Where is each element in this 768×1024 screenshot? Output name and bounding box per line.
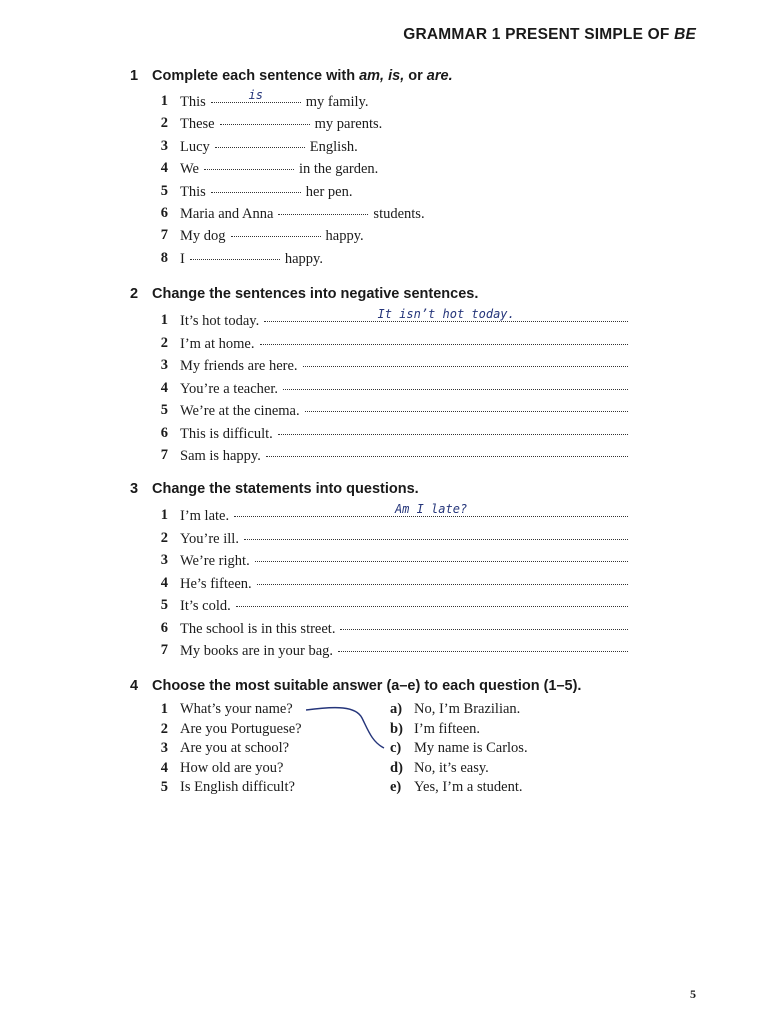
answer-line[interactable] <box>301 356 630 370</box>
exercise-1 <box>130 66 640 271</box>
item-text: I’m at home. <box>180 335 255 352</box>
answer-blank[interactable] <box>229 226 323 240</box>
item-number: 7 <box>160 447 168 463</box>
exercise-3-heading: 3 Change the statements into questions. <box>130 481 419 497</box>
item-body <box>180 401 630 420</box>
exercise-1-item <box>130 88 640 114</box>
exercise-3 <box>130 479 640 664</box>
item-text-before: This <box>180 94 206 110</box>
item-body <box>180 182 352 201</box>
question-number: 2 <box>160 720 168 737</box>
item-number: 3 <box>160 357 168 373</box>
answer-letter: d) <box>390 759 403 776</box>
item-number: 5 <box>160 402 168 418</box>
item-body <box>180 334 630 353</box>
question-text: What’s your name? <box>180 701 293 717</box>
answer-line[interactable] <box>338 619 630 633</box>
item-number: 2 <box>160 115 168 132</box>
item-body <box>180 379 630 398</box>
exercise-3-item <box>130 529 640 552</box>
answer-text: No, I’m Brazilian. <box>414 701 521 717</box>
handwritten-answer: Am I late? <box>394 502 468 516</box>
answer-text: My name is Carlos. <box>414 740 528 756</box>
item-text-after: happy. <box>284 250 323 267</box>
answer-blank[interactable] <box>209 182 303 196</box>
exercise-3-item <box>130 641 640 664</box>
exercise-2-item <box>130 334 640 357</box>
exercise-1-item <box>130 159 640 181</box>
exercise-2-item <box>130 307 640 334</box>
answer-letter: e) <box>390 779 402 795</box>
answer-blank[interactable] <box>218 114 312 128</box>
item-number: 2 <box>160 334 168 351</box>
answer-option[interactable] <box>390 759 630 779</box>
handwritten-answer: is <box>248 88 263 102</box>
item-body <box>180 137 358 156</box>
item-body <box>180 159 378 178</box>
item-text-before: My dog <box>180 228 226 245</box>
item-text: It’s hot today. <box>180 313 260 329</box>
item-number: 3 <box>160 137 168 154</box>
item-body <box>180 114 382 133</box>
question-text: How old are you? <box>180 759 284 776</box>
item-text-after: happy. <box>325 228 364 245</box>
answer-line[interactable] <box>234 596 630 610</box>
answer-letter: b) <box>390 720 403 737</box>
item-text: You’re ill. <box>180 530 239 547</box>
item-text: This is difficult. <box>180 425 273 442</box>
item-body <box>180 551 630 570</box>
exercise-2-item <box>130 356 640 379</box>
answer-line[interactable] <box>232 502 630 520</box>
question-text: Is English difficult? <box>180 779 295 795</box>
question-number: 4 <box>160 759 168 776</box>
answer-text: I’m fifteen. <box>414 720 481 737</box>
item-number: 1 <box>160 93 168 109</box>
item-text-before: I <box>180 250 185 267</box>
answer-line[interactable] <box>255 574 630 588</box>
answer-line[interactable] <box>303 401 630 415</box>
exercise-1-heading: 1 Complete each sentence with am, is, or are. <box>130 68 453 84</box>
answer-option[interactable] <box>390 720 630 740</box>
item-number: 1 <box>160 312 168 328</box>
item-text: I’m late. <box>180 508 230 524</box>
answer-letter: c) <box>390 740 402 756</box>
item-text-after: her pen. <box>305 183 353 200</box>
exercise-1-item <box>130 226 640 248</box>
item-body <box>180 424 630 443</box>
question-text: Are you at school? <box>180 740 290 756</box>
exercise-1-item <box>130 249 640 271</box>
answer-line[interactable] <box>264 446 630 460</box>
answer-blank[interactable] <box>276 204 370 218</box>
match-connector-line <box>306 704 416 764</box>
exercise-2-item <box>130 446 640 469</box>
exercise-1-item <box>130 204 640 226</box>
answer-text: Yes, I’m a student. <box>414 779 523 795</box>
item-number: 7 <box>160 227 168 244</box>
answer-line[interactable] <box>253 551 630 565</box>
item-text: We’re right. <box>180 553 250 569</box>
exercise-1-item <box>130 137 640 159</box>
item-text-after: students. <box>373 205 425 222</box>
item-text: My books are in your bag. <box>180 643 334 659</box>
exercise-3-item <box>130 502 640 529</box>
item-text-after: my parents. <box>314 116 383 133</box>
exercise-2-item <box>130 379 640 402</box>
answer-line[interactable] <box>281 379 630 393</box>
answer-option[interactable] <box>390 700 630 720</box>
question-number: 1 <box>160 701 168 717</box>
item-body <box>180 204 425 223</box>
item-body <box>180 356 630 375</box>
exercise-1-item <box>130 114 640 136</box>
exercise-3-item <box>130 574 640 597</box>
item-number: 6 <box>160 424 168 441</box>
answer-blank[interactable] <box>209 88 303 106</box>
item-body <box>180 641 630 660</box>
exercise-2 <box>130 284 640 469</box>
answer-letter: a) <box>390 701 403 717</box>
item-text-after: English. <box>309 138 358 155</box>
exercise-3-item <box>130 551 640 574</box>
exercise-3-item <box>130 619 640 642</box>
item-body <box>180 596 630 615</box>
item-text: You’re a teacher. <box>180 380 278 397</box>
item-text: My friends are here. <box>180 358 298 374</box>
item-number: 5 <box>160 597 168 613</box>
exercise-2-heading: 2 Change the sentences into negative sentences. <box>130 286 479 302</box>
item-number: 5 <box>160 182 168 199</box>
item-body <box>180 307 630 330</box>
item-text-before: We <box>180 161 199 178</box>
item-number: 3 <box>160 552 168 568</box>
item-text-before: Maria and Anna <box>180 205 274 222</box>
answer-option[interactable] <box>390 739 630 759</box>
item-text-before: This <box>180 183 206 200</box>
item-body <box>180 502 630 525</box>
item-number: 2 <box>160 529 168 546</box>
answer-blank[interactable] <box>213 137 307 151</box>
item-body <box>180 446 630 465</box>
question-item <box>130 778 380 798</box>
answer-option[interactable] <box>390 778 630 798</box>
item-text-after: my family. <box>305 94 369 110</box>
item-body <box>180 619 630 638</box>
item-text-before: Lucy <box>180 138 210 155</box>
page-title: GRAMMAR 1 PRESENT SIMPLE OF BE <box>403 26 696 43</box>
item-number: 1 <box>160 507 168 523</box>
exercise-3-item <box>130 596 640 619</box>
item-text-after: in the garden. <box>298 161 379 178</box>
item-body <box>180 249 323 268</box>
item-text: We’re at the cinema. <box>180 403 300 419</box>
item-body <box>180 574 630 593</box>
item-text: It’s cold. <box>180 598 231 614</box>
page-number: 5 <box>690 987 696 1001</box>
item-body <box>180 88 369 111</box>
item-text: Sam is happy. <box>180 448 261 464</box>
exercise-4-heading: 4 Choose the most suitable answer (a–e) to each question (1–5). <box>130 678 582 694</box>
item-number: 4 <box>160 160 168 177</box>
question-number: 5 <box>160 779 168 795</box>
item-body <box>180 529 630 548</box>
item-text: He’s fifteen. <box>180 575 252 592</box>
item-number: 7 <box>160 642 168 658</box>
answer-line[interactable] <box>262 307 630 325</box>
answer-line[interactable] <box>258 334 631 348</box>
exercise-4 <box>130 676 640 805</box>
answer-blank[interactable] <box>202 159 296 173</box>
question-number: 3 <box>160 740 168 756</box>
answer-line[interactable] <box>242 529 630 543</box>
answer-blank[interactable] <box>188 249 282 263</box>
item-number: 8 <box>160 249 168 266</box>
item-text: The school is in this street. <box>180 620 336 637</box>
answer-line[interactable] <box>336 641 630 655</box>
exercise-2-item <box>130 401 640 424</box>
answer-text: No, it’s easy. <box>414 759 489 776</box>
item-text-before: These <box>180 116 215 133</box>
question-text: Are you Portuguese? <box>180 720 302 737</box>
answer-line[interactable] <box>276 424 630 438</box>
item-number: 6 <box>160 204 168 221</box>
item-number: 4 <box>160 379 168 396</box>
item-number: 6 <box>160 619 168 636</box>
exercise-1-item <box>130 182 640 204</box>
item-body <box>180 226 364 245</box>
item-number: 4 <box>160 574 168 591</box>
exercise-2-item <box>130 424 640 447</box>
handwritten-answer: It isn’t hot today. <box>377 307 515 321</box>
